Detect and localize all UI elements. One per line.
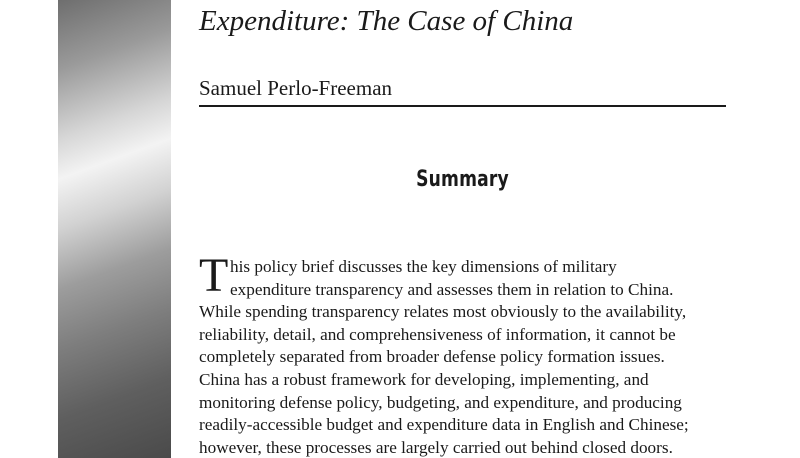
summary-heading: Summary [416,167,509,192]
summary-paragraph [199,256,726,458]
summary-line: completely separated from broader defense policy formation issues. [199,347,665,367]
decorative-gradient-bar [58,0,171,458]
drop-cap: T [199,249,229,302]
summary-line: however, these processes are largely carried out behind closed doors. [199,437,673,457]
document-title: Expenditure: The Case of China [199,5,574,37]
author-name: Samuel Perlo-Freeman [199,76,393,100]
summary-line: China has a robust framework for developing, implementing, and [199,369,649,389]
summary-line: monitoring defense policy, budgeting, and expenditure, and producing [199,392,682,412]
summary-line: his policy brief discusses the key dimensions of military [230,257,617,276]
summary-line: expenditure transparency and assesses them in relation to China. [230,279,674,299]
summary-line: While spending transparency relates most obviously to the availability, [199,302,687,322]
summary-line: reliability, detail, and comprehensiveness of information, it cannot be [199,324,676,344]
title-divider [199,105,726,107]
summary-line: readily-accessible budget and expenditure data in English and Chinese; [199,415,689,435]
